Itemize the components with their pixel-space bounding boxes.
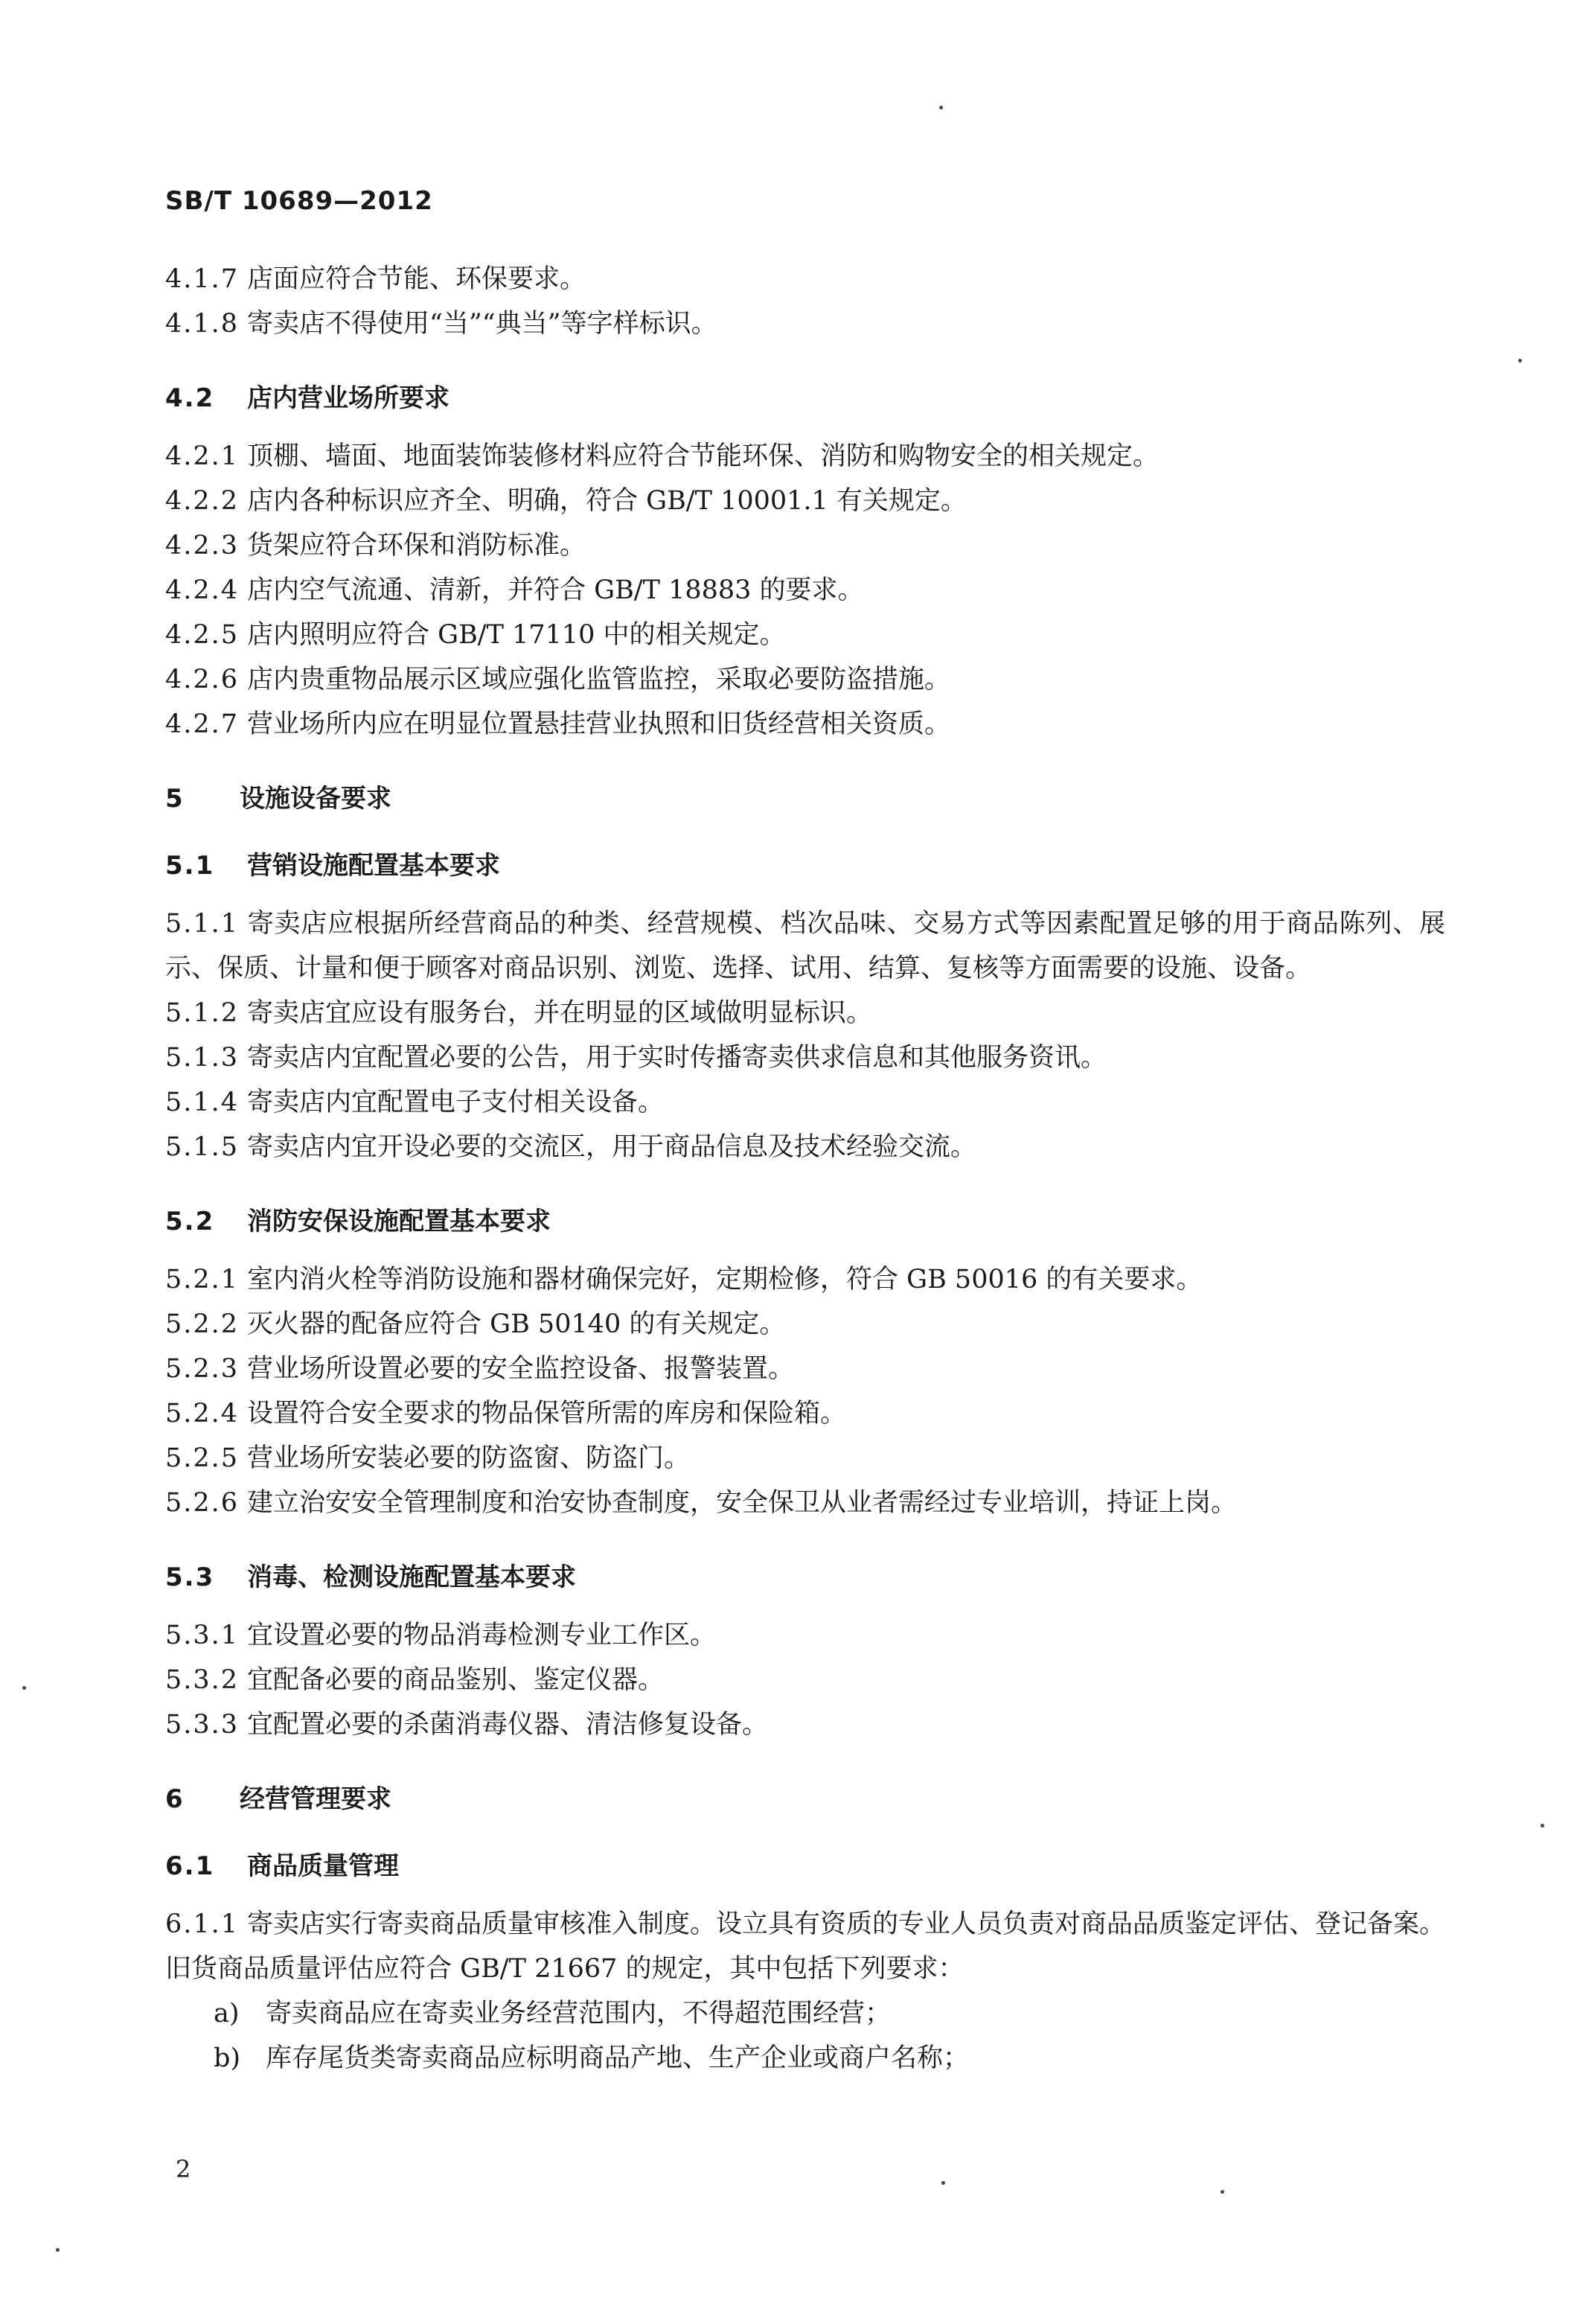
clause-text: 寄卖店内宜配置电子支付相关设备。 (247, 1088, 665, 1117)
clause-item (165, 1125, 1445, 1169)
clause-number: 5.2.2 (165, 1309, 240, 1339)
scan-speck (939, 106, 943, 109)
heading-title: 商品质量管理 (247, 1851, 399, 1881)
clause-number: 5.2.3 (165, 1354, 240, 1384)
heading-number: 6.1 (165, 1851, 215, 1881)
clause-text: 寄卖店应根据所经营商品的种类、经营规模、档次品味、交易方式等因素配置足够的用于商品陈列、展示、保质、计量和便于顾客对商品识别、浏览、选择、试用、结算、复核等方面需要的设施、设备。 (165, 909, 1445, 983)
list-item (165, 2036, 1445, 2081)
clause-number: 4.2.2 (165, 486, 240, 516)
clause-text: 寄卖店不得使用“当”“典当”等字样标识。 (247, 309, 717, 339)
scan-speck (1221, 2190, 1224, 2194)
heading-number: 6 (165, 1784, 185, 1814)
document-body (165, 257, 1445, 2081)
clause-number: 4.1.7 (165, 264, 240, 294)
heading-number: 4.2 (165, 383, 215, 413)
section-heading (165, 1199, 1445, 1244)
list-item (165, 1991, 1445, 2036)
list-label: a) (214, 1999, 240, 2028)
section-heading (165, 376, 1445, 421)
clause-number: 4.2.4 (165, 575, 240, 605)
heading-title: 店内营业场所要求 (247, 383, 450, 413)
clause-number: 5.3.2 (165, 1665, 240, 1695)
clause-number: 5.2.6 (165, 1488, 240, 1518)
section-heading (165, 1555, 1445, 1600)
clause-item (165, 301, 1445, 346)
clause-item (165, 613, 1445, 657)
clause-item (165, 1658, 1445, 1702)
clause-number: 4.2.6 (165, 665, 240, 695)
clause-item (165, 991, 1445, 1035)
clause-item (165, 1080, 1445, 1125)
clause-number: 4.2.3 (165, 531, 240, 561)
clause-number: 4.2.7 (165, 709, 240, 739)
clause-number: 5.1.3 (165, 1043, 240, 1073)
section-heading (165, 776, 1445, 821)
heading-title: 消防安保设施配置基本要求 (247, 1207, 551, 1236)
heading-title: 设施设备要求 (240, 784, 391, 814)
clause-number: 5.1.5 (165, 1132, 240, 1162)
clause-text: 灭火器的配备应符合 GB 50140 的有关规定。 (247, 1309, 786, 1339)
section-heading (165, 1777, 1445, 1822)
clause-item (165, 1481, 1445, 1525)
heading-number: 5.2 (165, 1207, 215, 1236)
clause-item (165, 434, 1445, 479)
page-number: 2 (176, 2155, 191, 2183)
clause-text: 营业场所安装必要的防盗窗、防盗门。 (247, 1443, 691, 1473)
clause-item (165, 1702, 1445, 1747)
clause-item (165, 1302, 1445, 1347)
list-item-text: 寄卖商品应在寄卖业务经营范围内，不得超范围经营； (266, 1999, 892, 2028)
heading-title: 消毒、检测设施配置基本要求 (247, 1562, 576, 1592)
heading-number: 5.3 (165, 1562, 215, 1592)
clause-number: 5.2.4 (165, 1399, 240, 1428)
standard-code-header: SB/T 10689—2012 (165, 186, 433, 216)
clause-item (165, 1902, 1445, 1991)
clause-item (165, 1436, 1445, 1481)
scan-speck (1518, 359, 1522, 363)
clause-number: 5.3.3 (165, 1710, 240, 1740)
clause-text: 室内消火栓等消防设施和器材确保完好，定期检修，符合 GB 50016 的有关要求。 (247, 1265, 1203, 1295)
clause-text: 店内各种标识应齐全、明确，符合 GB/T 10001.1 有关规定。 (247, 486, 967, 516)
clause-text: 宜设置必要的物品消毒检测专业工作区。 (247, 1621, 717, 1650)
section-heading (165, 843, 1445, 888)
clause-text: 宜配置必要的杀菌消毒仪器、清洁修复设备。 (247, 1710, 769, 1740)
clause-number: 4.1.8 (165, 309, 240, 339)
list-label: b) (214, 2043, 241, 2073)
clause-item (165, 702, 1445, 747)
section-heading (165, 1844, 1445, 1889)
list-item-text: 库存尾货类寄卖商品应标明商品产地、生产企业或商户名称； (266, 2043, 970, 2073)
clause-item (165, 1035, 1445, 1080)
clause-number: 6.1.1 (165, 1909, 240, 1939)
clause-number: 5.1.4 (165, 1088, 240, 1117)
clause-text: 店内照明应符合 GB/T 17110 中的相关规定。 (247, 620, 786, 650)
clause-item (165, 568, 1445, 613)
clause-item (165, 1257, 1445, 1302)
clause-number: 5.2.5 (165, 1443, 240, 1473)
clause-item (165, 523, 1445, 568)
clause-item (165, 1391, 1445, 1436)
clause-text: 店面应符合节能、环保要求。 (247, 264, 586, 294)
scan-speck (941, 2181, 945, 2185)
clause-text: 货架应符合环保和消防标准。 (247, 531, 586, 561)
clause-text: 营业场所内应在明显位置悬挂营业执照和旧货经营相关资质。 (247, 709, 951, 739)
clause-number: 5.1.2 (165, 998, 240, 1028)
heading-title: 营销设施配置基本要求 (247, 851, 500, 881)
heading-number: 5 (165, 784, 185, 814)
clause-text: 寄卖店实行寄卖商品质量审核准入制度。设立具有资质的专业人员负责对商品品质鉴定评估、登记备案。旧货商品质量评估应符合 GB/T 21667 的规定，其中包括下列要求： (165, 1909, 1446, 1984)
clause-item (165, 657, 1445, 702)
clause-number: 4.2.5 (165, 620, 240, 650)
clause-text: 店内贵重物品展示区域应强化监管监控，采取必要防盗措施。 (247, 665, 951, 695)
clause-number: 4.2.1 (165, 441, 240, 471)
scan-speck (56, 2248, 60, 2252)
clause-item (165, 1613, 1445, 1658)
heading-number: 5.1 (165, 851, 215, 881)
clause-text: 顶棚、墙面、地面装饰装修材料应符合节能环保、消防和购物安全的相关规定。 (247, 441, 1159, 471)
clause-text: 宜配备必要的商品鉴别、鉴定仪器。 (247, 1665, 665, 1695)
scan-speck (22, 1686, 26, 1690)
clause-text: 寄卖店内宜开设必要的交流区，用于商品信息及技术经验交流。 (247, 1132, 977, 1162)
scan-speck (1541, 1824, 1544, 1827)
clause-text: 建立治安安全管理制度和治安协查制度，安全保卫从业者需经过专业培训，持证上岗。 (247, 1488, 1238, 1518)
clause-text: 营业场所设置必要的安全监控设备、报警装置。 (247, 1354, 795, 1384)
clause-item (165, 1347, 1445, 1391)
clause-text: 寄卖店内宜配置必要的公告，用于实时传播寄卖供求信息和其他服务资讯。 (247, 1043, 1107, 1073)
clause-text: 店内空气流通、清新，并符合 GB/T 18883 的要求。 (247, 575, 864, 605)
heading-title: 经营管理要求 (240, 1784, 391, 1814)
clause-text: 寄卖店宜应设有服务台，并在明显的区域做明显标识。 (247, 998, 873, 1028)
clause-text: 设置符合安全要求的物品保管所需的库房和保险箱。 (247, 1399, 847, 1428)
clause-number: 5.1.1 (165, 909, 240, 939)
clause-item (165, 901, 1445, 991)
clause-item (165, 257, 1445, 301)
clause-number: 5.3.1 (165, 1621, 240, 1650)
clause-item (165, 479, 1445, 523)
clause-number: 5.2.1 (165, 1265, 240, 1295)
